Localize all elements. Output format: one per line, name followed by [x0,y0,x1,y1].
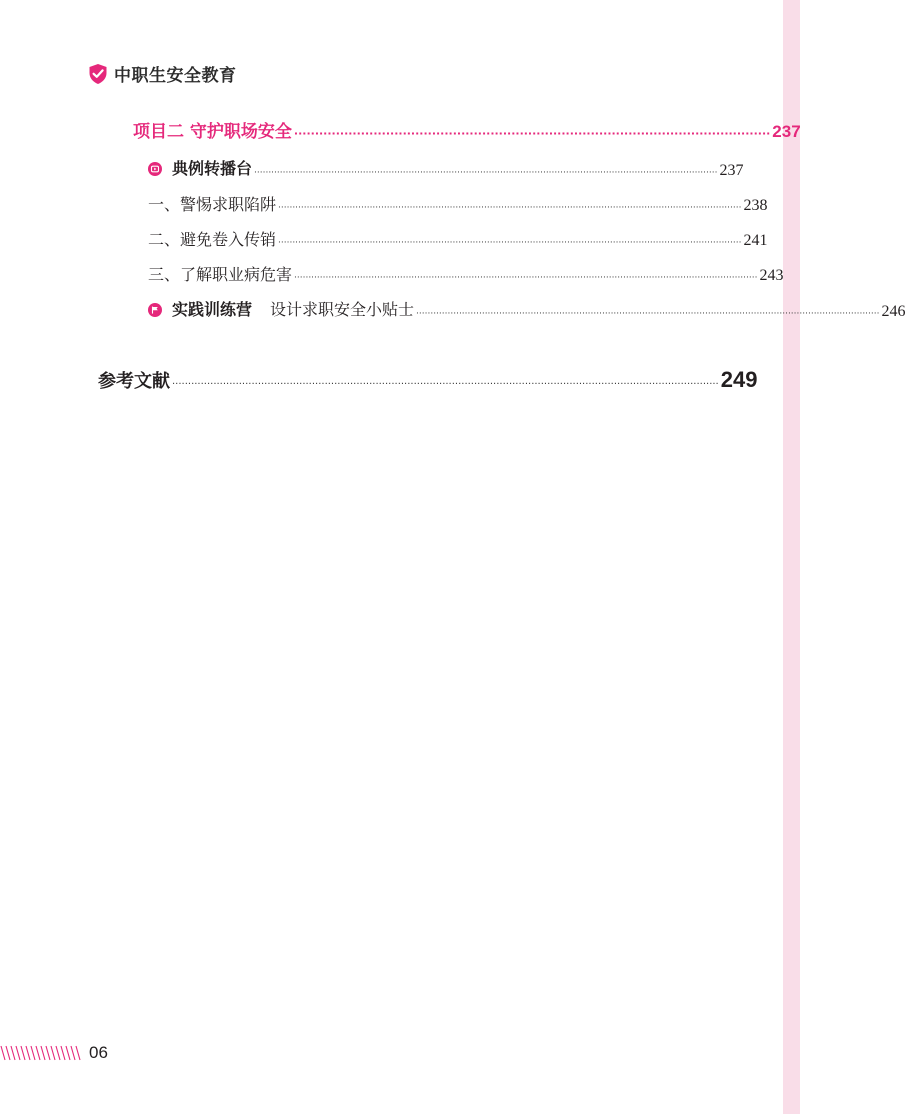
flag-icon [148,303,162,317]
dot-leader: ·································································································································································· [254,167,718,178]
toc-item[interactable] [148,227,768,250]
toc-references-entry[interactable] [98,367,758,393]
toc-item[interactable] [148,262,784,285]
toc-item[interactable] [148,192,768,215]
toc-references-page: 249 [720,367,758,392]
toc-project-page: 237 [772,122,801,141]
toc-practice-page: 246 [881,302,906,320]
toc-item-page: 238 [743,197,768,214]
toc-project-label: 项目二 守护职场安全 [133,122,292,142]
dot-leader: ·································································································································································· [278,203,742,213]
toc-item-label: 三、了解职业病危害 [148,265,293,284]
book-title: 中职生安全教育 [114,66,237,86]
toc-typical-case-label: 典例转播台 [172,159,253,178]
toc-typical-case-page: 237 [719,161,744,179]
play-icon [148,162,162,176]
toc-item-page: 243 [759,267,784,284]
dot-leader: ·································································································································································· [416,308,880,319]
shield-check-icon [88,63,108,85]
toc-practice-entry[interactable] [148,297,906,321]
side-decoration-strip [783,0,800,1114]
toc-typical-case-entry[interactable] [148,156,744,180]
hatch-decoration [0,1044,84,1062]
dot-leader: ············································································································································································ [172,379,719,390]
toc-item-page: 241 [743,232,768,249]
page-number: 06 [89,1043,108,1062]
toc-project-entry[interactable] [133,117,801,142]
toc-references-label: 参考文献 [98,371,170,392]
toc-practice-subtitle: 设计求职安全小贴士 [270,300,415,319]
page-footer [0,1043,108,1063]
dot-leader: ·································································································································································· [294,273,758,283]
running-header [88,61,237,86]
dot-leader: ·································································································································································· [278,238,742,248]
toc-item-label: 一、警惕求职陷阱 [148,195,277,214]
dot-leader: ·················································································································· [293,127,771,140]
toc-item-label: 二、避免卷入传销 [148,230,277,249]
toc-practice-label: 实践训练营 [172,300,253,319]
